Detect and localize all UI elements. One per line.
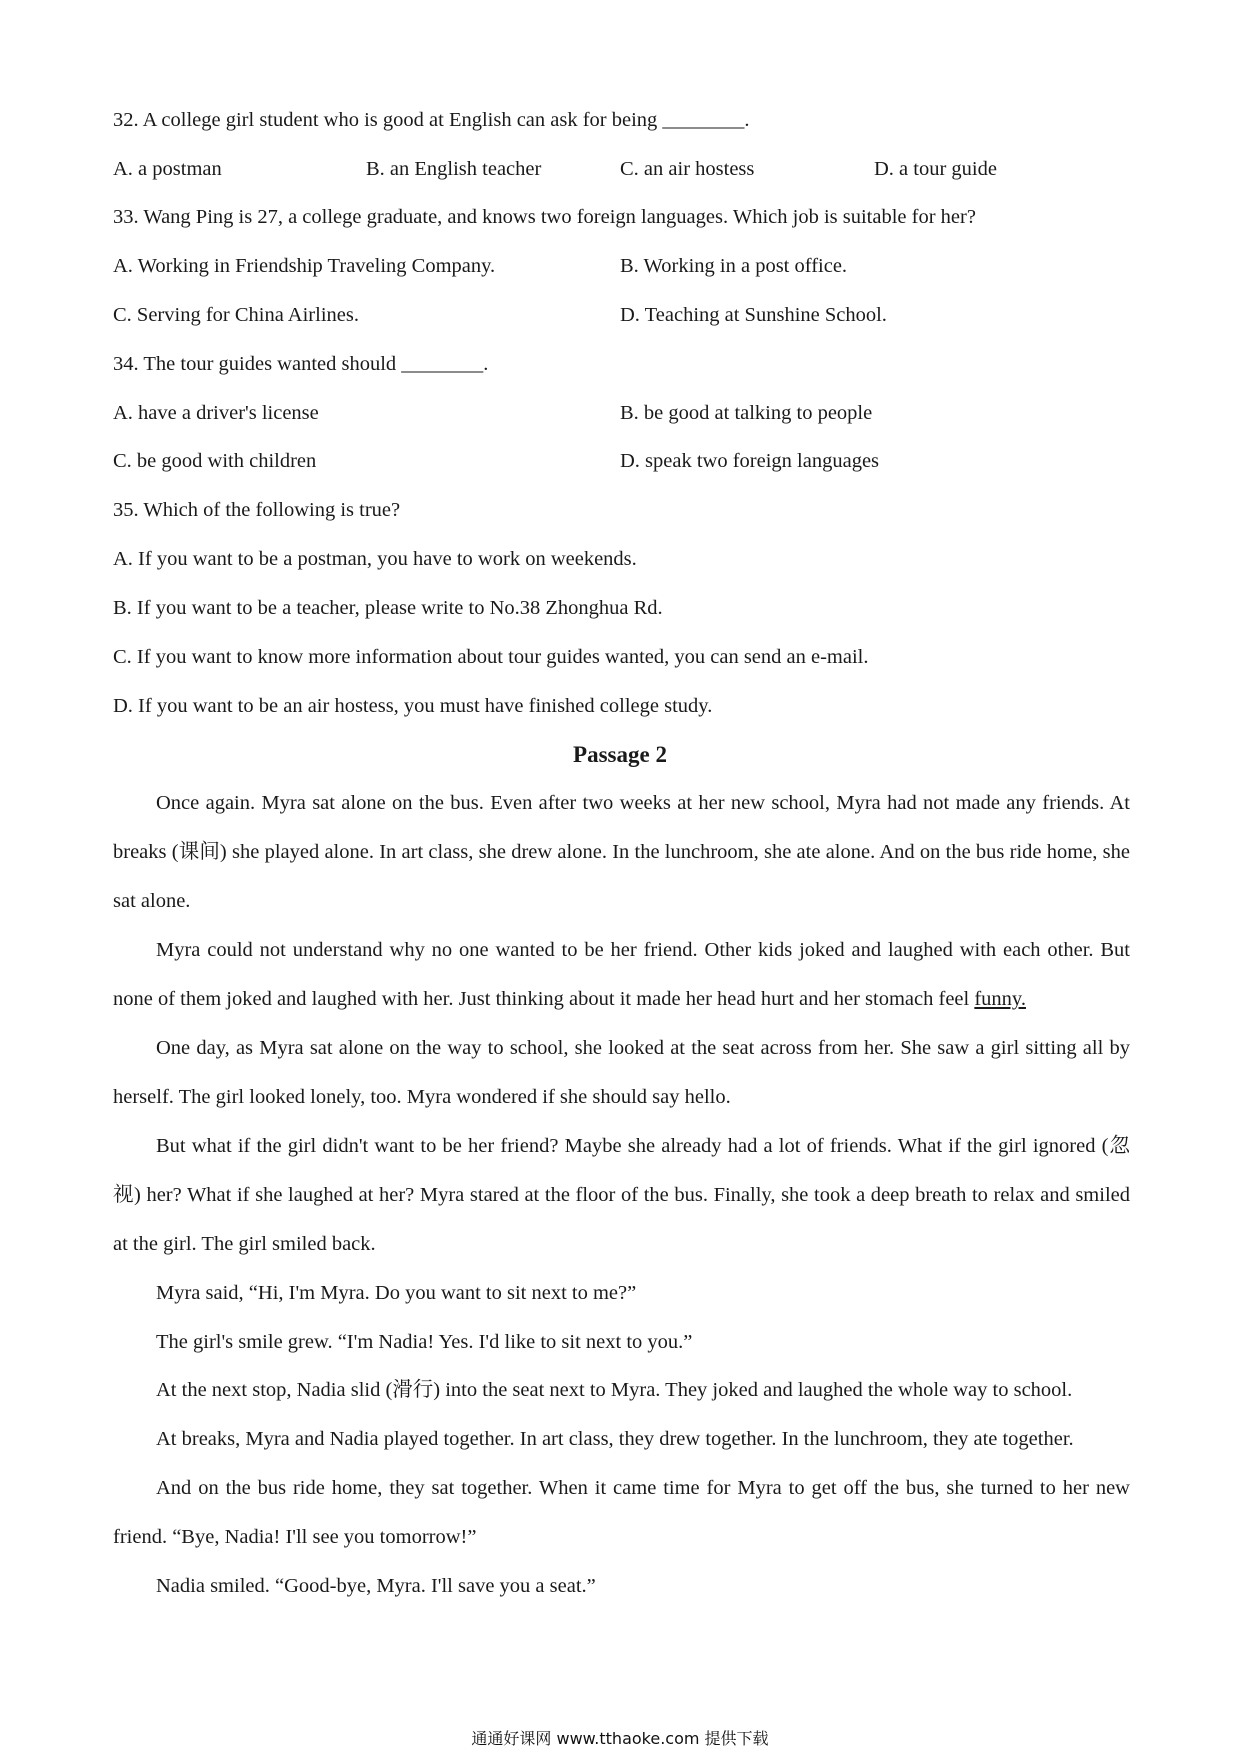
question-35-option-c: C. If you want to know more information about tour guides wanted, you can send an e-mail.: [113, 646, 869, 668]
question-33-option-b: B. Working in a post office.: [620, 255, 848, 277]
question-35-option-b: B. If you want to be a teacher, please write to No.38 Zhonghua Rd.: [113, 597, 663, 619]
passage-paragraph-10: Nadia smiled. “Good-bye, Myra. I'll save you a seat.”: [156, 1575, 596, 1597]
page-footer: 通通好课网 www.tthaoke.com 提供下载: [471, 1729, 769, 1748]
question-35-option-d: D. If you want to be an air hostess, you must have finished college study.: [113, 695, 713, 717]
passage-paragraph-3: One day, as Myra sat alone on the way to school, she looked at the seat across from her. She saw a girl sitting all by herself. The girl looked lonely, too. Myra wondered if she should say hello.: [113, 1037, 1130, 1108]
passage-underlined-word: funny.: [974, 988, 1026, 1010]
passage-paragraph-6: The girl's smile grew. “I'm Nadia! Yes. I'd like to sit next to you.”: [156, 1331, 693, 1353]
question-33-option-c: C. Serving for China Airlines.: [113, 304, 359, 326]
passage-paragraph-1: Once again. Myra sat alone on the bus. Even after two weeks at her new school, Myra had not made any friends. At breaks (课间) she played alone. In art class, she drew alone. In the lunchroom, she ate alone. And on the bus ride home, she sat alone.: [113, 792, 1130, 912]
passage-paragraph-4: But what if the girl didn't want to be her friend? Maybe she already had a lot of friends. What if the girl ignored (忽视) her? What if she laughed at her? Myra stared at the floor of the bus. Finally, she took a deep breath to relax and smiled at the girl. The girl smiled back.: [113, 1135, 1130, 1255]
question-34-option-b: B. be good at talking to people: [620, 402, 873, 424]
question-32-option-a: A. a postman: [113, 158, 222, 180]
question-32-option-d: D. a tour guide: [874, 158, 997, 180]
question-32-stem: 32. A college girl student who is good at English can ask for being ________.: [113, 109, 750, 131]
passage-paragraph-9: And on the bus ride home, they sat together. When it came time for Myra to get off the bus, she turned to her new friend. “Bye, Nadia! I'll see you tomorrow!”: [113, 1477, 1130, 1548]
question-35-stem: 35. Which of the following is true?: [113, 499, 401, 521]
question-33-stem: 33. Wang Ping is 27, a college graduate, and knows two foreign languages. Which job is suitable for her?: [113, 206, 976, 228]
question-34-stem: 34. The tour guides wanted should ________.: [113, 353, 489, 375]
question-34-option-c: C. be good with children: [113, 450, 317, 472]
passage-paragraph-2-text: Myra could not understand why no one wanted to be her friend. Other kids joked and laughed with each other. But none of them joked and laughed with her. Just thinking about it made her head hurt and her stomach feel: [113, 939, 1130, 1010]
passage-paragraph-2: [113, 926, 1130, 1024]
question-33-option-a: A. Working in Friendship Traveling Company.: [113, 255, 496, 277]
question-33-option-d: D. Teaching at Sunshine School.: [620, 304, 887, 326]
question-35-option-a: A. If you want to be a postman, you have to work on weekends.: [113, 548, 637, 570]
question-32-option-c: C. an air hostess: [620, 158, 755, 180]
passage-paragraph-8: At breaks, Myra and Nadia played together. In art class, they drew together. In the lunchroom, they ate together.: [156, 1428, 1074, 1450]
question-34-option-d: D. speak two foreign languages: [620, 450, 880, 472]
question-34-option-a: A. have a driver's license: [113, 402, 319, 424]
passage-paragraph-5: Myra said, “Hi, I'm Myra. Do you want to sit next to me?”: [156, 1282, 637, 1304]
passage-title: Passage 2: [573, 742, 667, 767]
question-32-option-b: B. an English teacher: [366, 158, 542, 180]
passage-paragraph-7: At the next stop, Nadia slid (滑行) into the seat next to Myra. They joked and laughed the whole way to school.: [156, 1379, 1073, 1401]
